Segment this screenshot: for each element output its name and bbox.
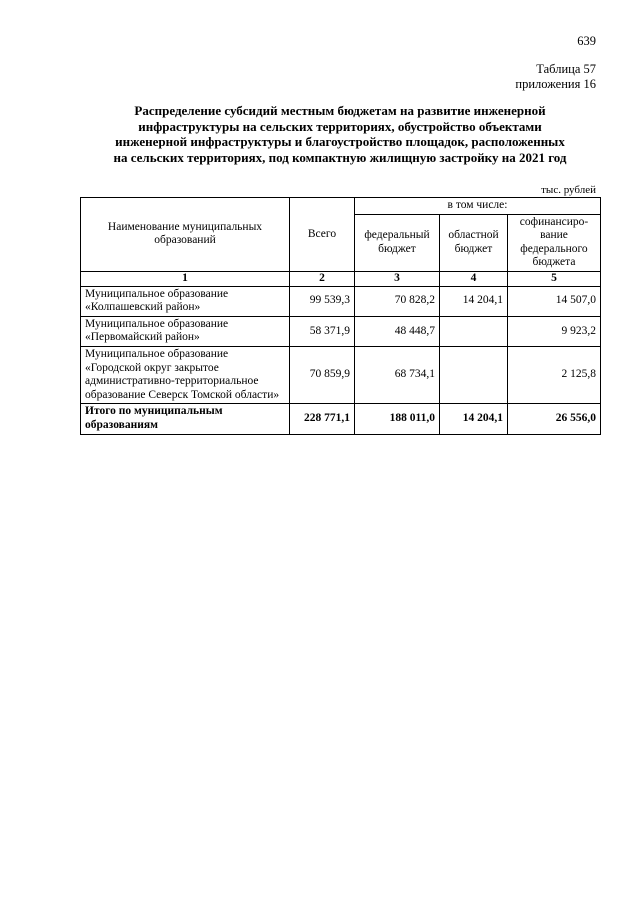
row-total: 70 859,9 (290, 346, 355, 403)
title-line: инфраструктуры на сельских территориях, обустройство объектами (138, 118, 542, 134)
totals-regional: 14 204,1 (440, 404, 508, 434)
title-line: Распределение субсидий местным бюджетам на развитие инженерной (134, 103, 546, 118)
row-cofinancing: 9 923,2 (508, 316, 601, 346)
row-name: Муниципальное образование «Первомайский район» (81, 316, 290, 346)
header-total: Всего (290, 198, 355, 272)
units-label: тыс. рублей (541, 184, 596, 196)
table-row (81, 316, 601, 346)
totals-federal: 188 011,0 (355, 404, 440, 434)
totals-total: 228 771,1 (290, 404, 355, 434)
column-number: 3 (355, 271, 440, 286)
table-row (81, 286, 601, 316)
row-cofinancing: 2 125,8 (508, 346, 601, 403)
table-label-line: Таблица 57 (536, 62, 596, 76)
title-line: на сельских территориях, под компактную жилищную застройку на 2021 год (113, 149, 567, 165)
header-name: Наименование муниципальных образований (81, 198, 290, 272)
column-number: 5 (508, 271, 601, 286)
row-regional (440, 346, 508, 403)
row-regional (440, 316, 508, 346)
table-row (81, 346, 601, 403)
row-federal: 68 734,1 (355, 346, 440, 403)
header-row (81, 198, 601, 215)
header-cofinancing: софинансиро-вание федерального бюджета (508, 214, 601, 271)
row-name: Муниципальное образование «Колпашевский район» (81, 286, 290, 316)
row-federal: 48 448,7 (355, 316, 440, 346)
header-including: в том числе: (355, 198, 601, 215)
totals-cofinancing: 26 556,0 (508, 404, 601, 434)
totals-name: Итого по муниципальным образованиям (81, 404, 290, 434)
column-number-row (81, 271, 601, 286)
row-total: 58 371,9 (290, 316, 355, 346)
row-name: Муниципальное образование «Городской округ закрытое административно-территориальное образование Северск Томской области» (81, 346, 290, 403)
header-regional: областной бюджет (440, 214, 508, 271)
table-label (515, 62, 596, 92)
row-federal: 70 828,2 (355, 286, 440, 316)
column-number: 2 (290, 271, 355, 286)
row-total: 99 539,3 (290, 286, 355, 316)
column-number: 4 (440, 271, 508, 286)
table-label-line: приложения 16 (515, 77, 596, 91)
title-line: инженерной инфраструктуры и благоустройство площадок, расположенных (115, 134, 565, 149)
row-regional: 14 204,1 (440, 286, 508, 316)
header-federal: федеральный бюджет (355, 214, 440, 271)
page-number: 639 (577, 34, 596, 48)
document-title (80, 103, 600, 165)
row-cofinancing: 14 507,0 (508, 286, 601, 316)
column-number: 1 (81, 271, 290, 286)
totals-row (81, 404, 601, 434)
subsidy-table (80, 197, 601, 435)
